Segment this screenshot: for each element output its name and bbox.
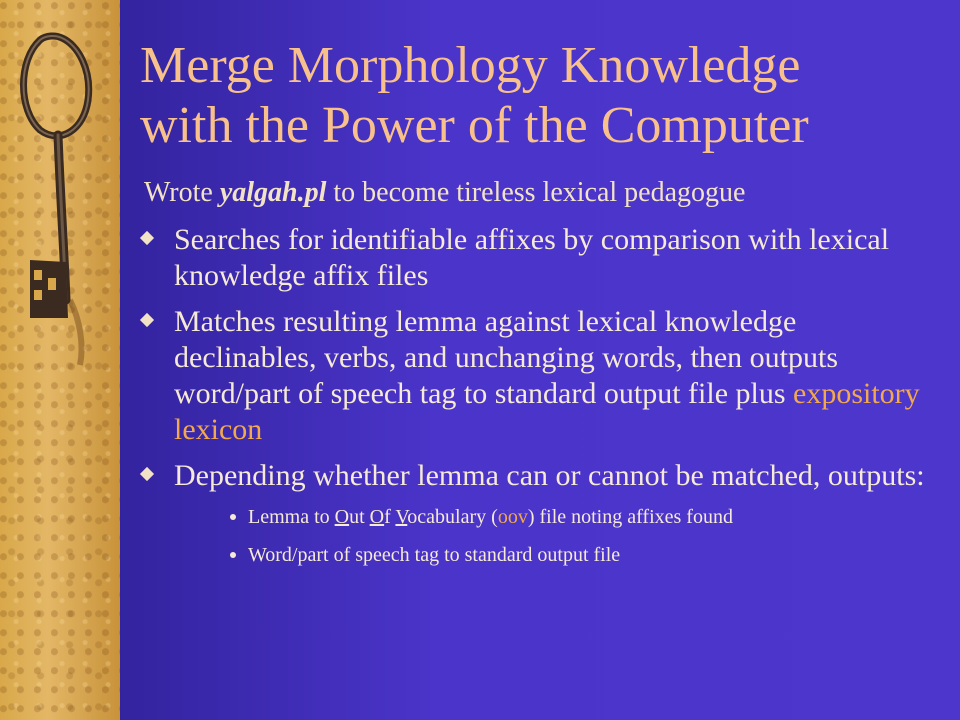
sub-text: ocabulary (: [407, 506, 498, 528]
sub-text: f: [384, 506, 396, 528]
script-name: yalgah.pl: [219, 177, 327, 208]
bullet-text: Depending whether lemma can or cannot be matched, outputs:: [174, 459, 925, 492]
dot-bullet-icon: [230, 552, 236, 558]
bullet-item: [140, 222, 930, 294]
bullet-text: Matches resulting lemma against lexical knowledge declinables, verbs, and unchanging words, then outputs word/part of speech tag to standard output file plus: [174, 305, 839, 410]
expository-lexicon-text: expository lexicon: [174, 377, 920, 446]
bullet-item: [140, 304, 930, 448]
decorative-strip: [0, 0, 120, 720]
underlined-letter: O: [334, 506, 350, 528]
underlined-letter: V: [395, 506, 408, 528]
diamond-bullet-icon: [140, 467, 154, 481]
bullet-list: [140, 222, 930, 580]
sub-bullet-item: [228, 542, 930, 568]
sub-bullet-item: [228, 504, 930, 530]
sub-text: ut: [349, 506, 370, 528]
sub-text: Lemma to: [248, 506, 335, 528]
underlined-letter: O: [369, 506, 385, 528]
sub-text: ) file noting affixes found: [527, 506, 733, 528]
oov-text: oov: [497, 506, 528, 528]
subtitle: [144, 176, 944, 210]
title-line-2: with the Power of the Computer: [140, 97, 809, 154]
diamond-bullet-icon: [140, 231, 154, 245]
dot-bullet-icon: [230, 514, 236, 520]
diamond-bullet-icon: [140, 313, 154, 327]
subtitle-post: to become tireless lexical pedagogue: [326, 177, 746, 208]
title-line-1: Merge Morphology Knowledge: [140, 37, 801, 94]
sub-text: Word/part of speech tag to standard output file: [248, 544, 621, 566]
bullet-item: [140, 458, 930, 494]
bullet-text: Searches for identifiable affixes by comparison with lexical knowledge affix files: [174, 223, 890, 292]
key-icon: [0, 0, 120, 720]
subtitle-pre: Wrote: [144, 177, 220, 208]
slide-title: [140, 36, 940, 156]
